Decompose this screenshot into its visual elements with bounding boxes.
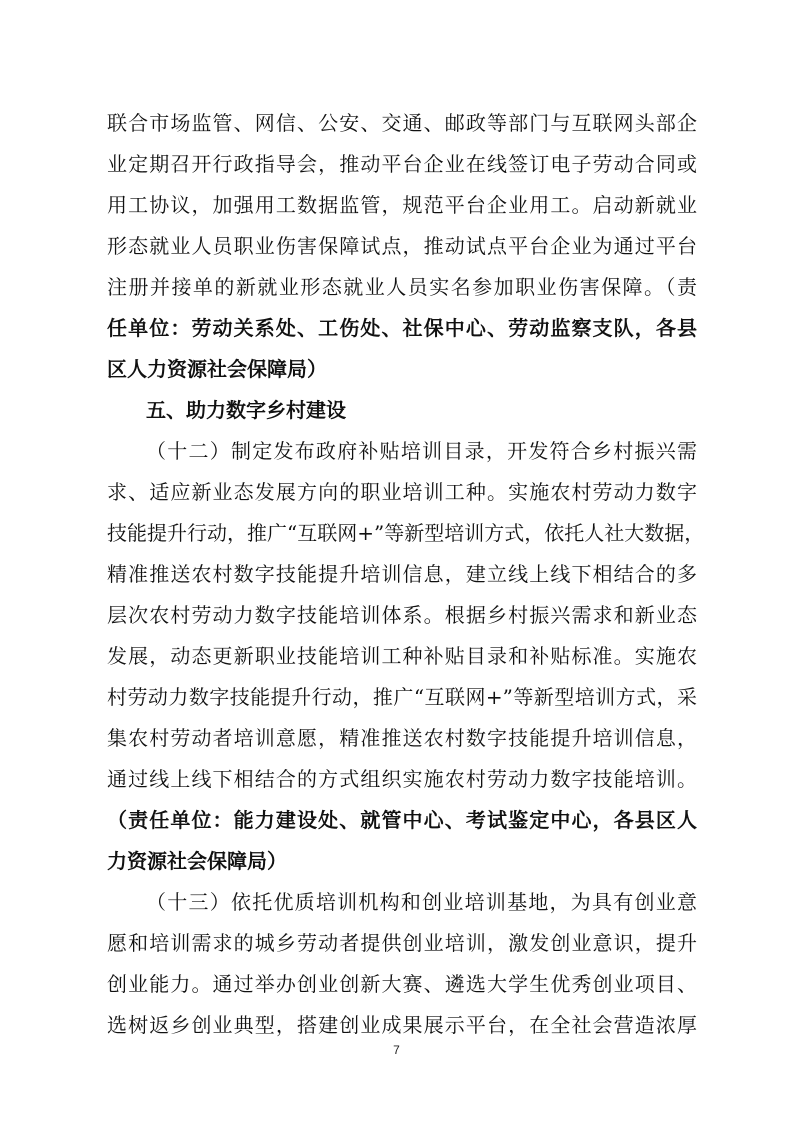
paragraph-line: 选树返乡创业典型，搭建创业成果展示平台，在全社会营造浓厚 — [107, 1013, 697, 1037]
paragraph-line: 业定期召开行政指导会，推动平台企业在线签订电子劳动合同或 — [107, 152, 697, 176]
paragraph-line: 集农村劳动者培训意愿，精准推送农村数字技能提升培训信息， — [107, 726, 697, 750]
paragraph-line: 求、适应新业态发展方向的职业培训工种。实施农村劳动力数字 — [107, 480, 697, 504]
paragraph-line: 通过线上线下相结合的方式组织实施农村劳动力数字技能培训。 — [107, 767, 697, 791]
responsibility-line: 力资源社会保障局） — [107, 849, 287, 873]
paragraph-line: 联合市场监管、网信、公安、交通、邮政等部门与互联网头部企 — [107, 111, 697, 135]
paragraph-line: 用工协议，加强用工数据监管，规范平台企业用工。启动新就业 — [107, 193, 697, 217]
responsibility-line: 区人力资源社会保障局） — [107, 357, 327, 381]
paragraph-line: 形态就业人员职业伤害保障试点，推动试点平台企业为通过平台 — [107, 234, 697, 258]
paragraph-line: 技能提升行动，推广“互联网+”等新型培训方式，依托人社大数据， — [107, 521, 705, 545]
paragraph-line: 愿和培训需求的城乡劳动者提供创业培训，激发创业意识，提升 — [107, 931, 697, 955]
section-heading: 五、助力数字乡村建设 — [146, 398, 346, 422]
responsibility-line: 任单位：劳动关系处、工伤处、社保中心、劳动监察支队，各县 — [107, 316, 697, 340]
paragraph-line: （十三）依托优质培训机构和创业培训基地，为具有创业意 — [146, 890, 697, 914]
responsibility-line: （责任单位：能力建设处、就管中心、考试鉴定中心，各县区人 — [107, 808, 697, 832]
paragraph-line: 村劳动力数字技能提升行动，推广“互联网+”等新型培训方式，采 — [107, 685, 697, 709]
page-number: 7 — [393, 1043, 400, 1057]
paragraph-line: （十二）制定发布政府补贴培训目录，开发符合乡村振兴需 — [146, 439, 697, 463]
paragraph-line: 创业能力。通过举办创业创新大赛、遴选大学生优秀创业项目、 — [107, 972, 697, 996]
paragraph-line: 注册并接单的新就业形态就业人员实名参加职业伤害保障。（责 — [107, 275, 697, 299]
paragraph-line: 精准推送农村数字技能提升培训信息，建立线上线下相结合的多 — [107, 562, 697, 586]
paragraph-line: 发展，动态更新职业技能培训工种补贴目录和补贴标准。实施农 — [107, 644, 697, 668]
paragraph-line: 层次农村劳动力数字技能培训体系。根据乡村振兴需求和新业态 — [107, 603, 697, 627]
